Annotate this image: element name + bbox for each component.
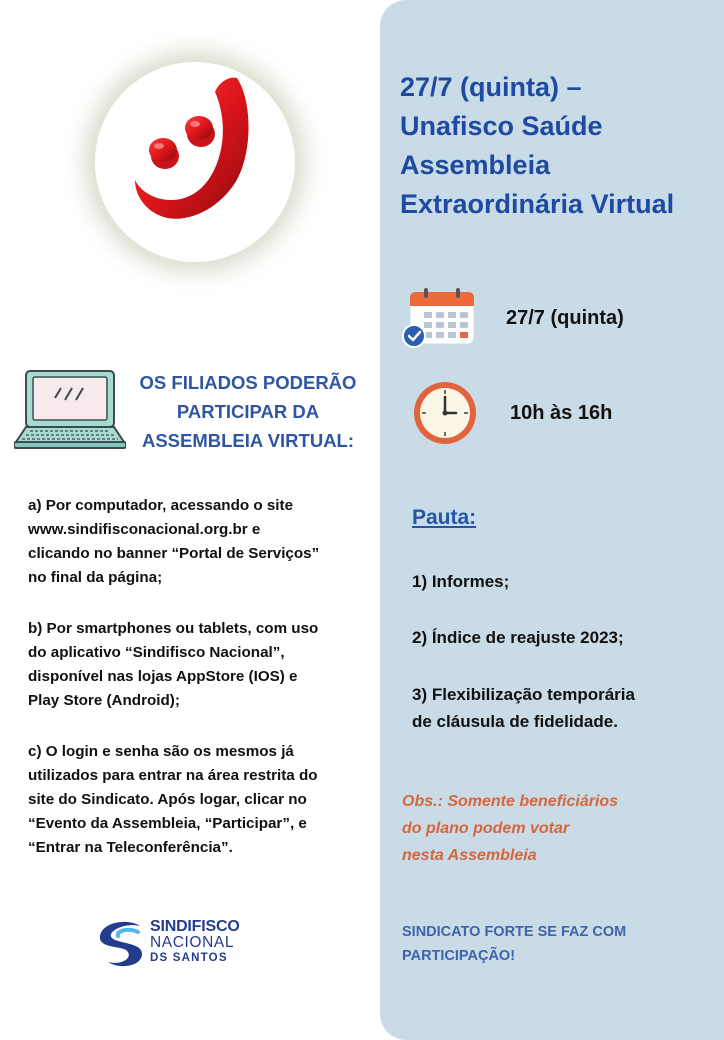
sindifisco-logo-icon (94, 916, 150, 972)
sindifisco-line2: NACIONAL (150, 934, 235, 951)
intro-line: ASSEMBLEIA VIRTUAL: (141, 430, 355, 451)
footer-line: SINDICATO FORTE SE FAZ COM (402, 924, 627, 940)
pauta-line: 2) Índice de reajuste 2023; (412, 628, 624, 647)
instruction-line: b) Por smartphones ou tablets, com uso (28, 620, 319, 637)
footer-line: PARTICIPAÇÃO! (402, 948, 516, 964)
instruction-line: Play Store (Android); (28, 692, 180, 709)
instruction-line: site do Sindicato. Após logar, clicar no (28, 791, 307, 808)
sindifisco-line3: DS SANTOS (150, 951, 228, 964)
instruction-a (28, 494, 373, 590)
title-line: Extraordinária Virtual (400, 189, 675, 219)
instruction-c (28, 740, 373, 860)
clock-icon (412, 380, 478, 451)
instruction-line: c) O login e senha são os mesmos já (28, 743, 294, 760)
calendar-icon (402, 288, 478, 355)
instruction-line: disponível nas lojas AppStore (IOS) e (28, 668, 298, 685)
pauta-item (412, 681, 712, 735)
intro-heading (128, 368, 368, 455)
event-time: 10h às 16h (510, 402, 613, 424)
intro-line: OS FILIADOS PODERÃO (139, 372, 357, 393)
sindifisco-logo (94, 916, 150, 977)
instruction-line: do aplicativo “Sindifisco Nacional”, (28, 644, 285, 661)
pauta-line: 1) Informes; (412, 572, 510, 591)
pauta-item (412, 568, 712, 595)
unafisco-logo-icon (95, 62, 295, 262)
obs-note (402, 788, 702, 869)
pauta-item (412, 624, 712, 651)
unafisco-logo (95, 62, 295, 262)
instruction-line: clicando no banner “Portal de Serviços” (28, 545, 320, 562)
pauta-heading: Pauta: (412, 506, 477, 529)
instruction-line: a) Por computador, acessando o site (28, 497, 294, 514)
instruction-line: no final da página; (28, 569, 163, 586)
sindifisco-wordmark (150, 919, 240, 964)
obs-line: Obs.: Somente beneficiários (402, 793, 619, 810)
sindifisco-line1: SINDIFISCO (150, 918, 240, 935)
laptop-icon (14, 368, 126, 450)
pauta-line: 3) Flexibilização temporária (412, 685, 635, 704)
laptop-illustration (14, 368, 126, 455)
title-line: Assembleia (400, 150, 551, 180)
pauta-line: de cláusula de fidelidade. (412, 712, 618, 731)
instruction-line: “Evento da Assembleia, “Participar”, e (28, 815, 307, 832)
instruction-line: www.sindifisconacional.org.br e (28, 521, 261, 538)
event-date: 27/7 (quinta) (506, 307, 624, 329)
footer-slogan (402, 920, 702, 968)
event-title (400, 68, 724, 224)
obs-line: do plano podem votar (402, 820, 570, 837)
instruction-line: “Entrar na Teleconferência”. (28, 839, 233, 856)
intro-line: PARTICIPAR DA (176, 401, 320, 422)
instruction-line: utilizados para entrar na área restrita do (28, 767, 318, 784)
instruction-b (28, 617, 373, 713)
title-line: 27/7 (quinta) – (400, 72, 582, 102)
title-line: Unafisco Saúde (400, 111, 603, 141)
obs-line: nesta Assembleia (402, 847, 537, 864)
